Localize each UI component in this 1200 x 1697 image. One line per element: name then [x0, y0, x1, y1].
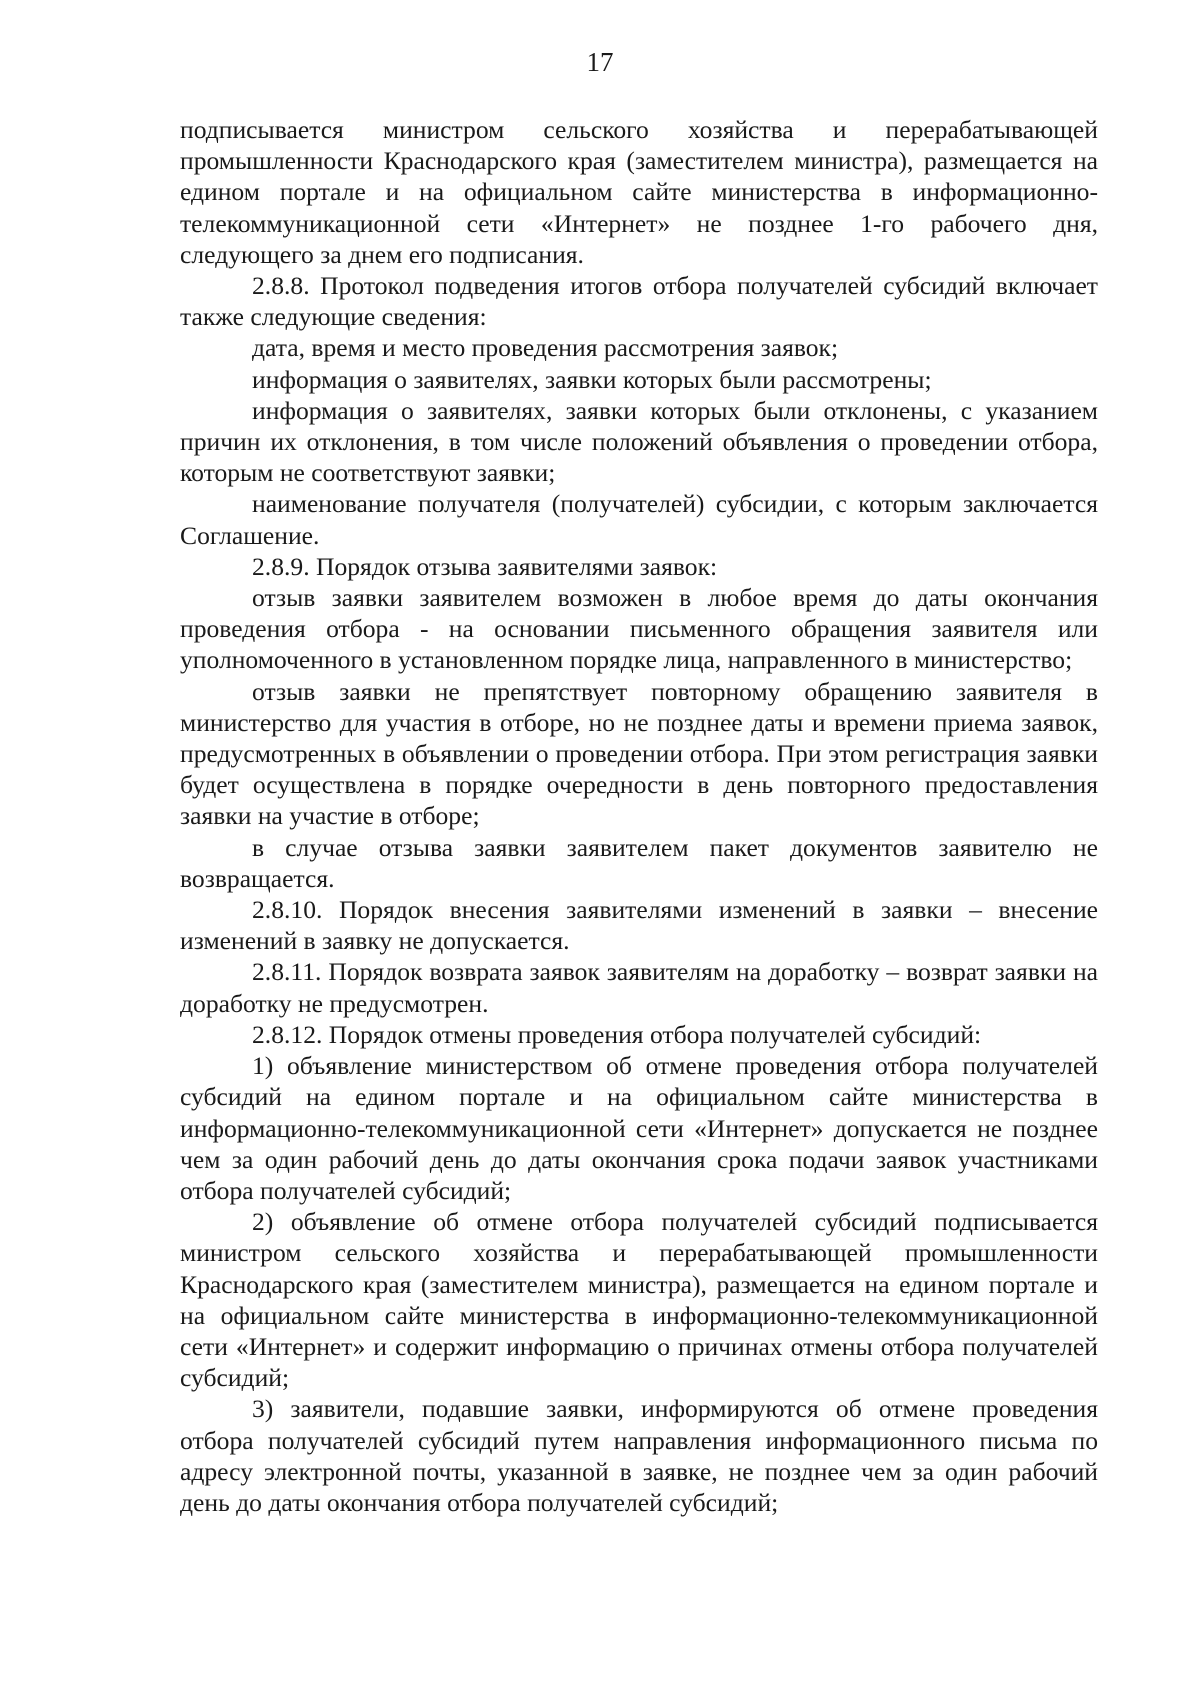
list-item-date-time-place: дата, время и место проведения рассмотрения заявок; — [252, 333, 839, 363]
document-body — [180, 114, 1098, 1518]
list-item-recipient-name: наименование получателя (получателей) субсидии, с которым заключается Соглашение. — [180, 489, 1098, 550]
list-item-cancel-1: 1) объявление министерством об отмене проведения отбора получателей субсидий на едином портале и на официальном сайте министерства в информационно-телекоммуникационной сети «Интернет» допускается не позднее чем за один рабочий день до даты окончания срока подачи заявок участниками отбора получателей субсидий; — [180, 1051, 1098, 1205]
paragraph-2-8-8: 2.8.8. Протокол подведения итогов отбора получателей субсидий включает также следующие сведения: — [180, 271, 1098, 332]
list-item-reviewed-applicants: информация о заявителях, заявки которых были рассмотрены; — [252, 364, 932, 394]
paragraph-2-8-12: 2.8.12. Порядок отмены проведения отбора получателей субсидий: — [252, 1019, 982, 1049]
paragraph-2-8-11: 2.8.11. Порядок возврата заявок заявителям на доработку – возврат заявки на доработку не предусмотрен. — [180, 957, 1098, 1018]
list-item-withdrawal-documents: в случае отзыва заявки заявителем пакет документов заявителю не возвращается. — [180, 832, 1098, 893]
list-item-cancel-2: 2) объявление об отмене отбора получателей субсидий подписывается министром сельского хозяйства и перерабатывающей промышленности Краснодарского края (заместителем министра), размещается на едином портале и на официальном сайте министерства в информационно-телекоммуникационной сети «Интернет» и содержит информацию о причинах отмены отбора получателей субсидий; — [180, 1207, 1098, 1393]
page-number: 17 — [586, 47, 614, 77]
paragraph-2-8-9: 2.8.9. Порядок отзыва заявителями заявок: — [252, 551, 718, 581]
list-item-withdrawal-anytime: отзыв заявки заявителем возможен в любое время до даты окончания проведения отбора - на основании письменного обращения заявителя или уполномоченного в установленном порядке лица, направленного в министерство; — [180, 583, 1098, 675]
list-item-withdrawal-repeat: отзыв заявки не препятствует повторному обращению заявителя в министерство для участия в отборе, но не позднее даты и времени приема заявок, предусмотренных в объявлении о проведении отбора. При этом регистрация заявки будет осуществлена в порядке очередности в день повторного предоставления заявки на участие в отборе; — [180, 676, 1098, 831]
paragraph-continuation: подписывается министром сельского хозяйства и перерабатывающей промышленности Краснодарского края (заместителем министра), размещается на едином портале и на официальном сайте министерства в информационно-телекоммуникационной сети «Интернет» не позднее 1-го рабочего дня, следующего за днем его подписания. — [180, 115, 1098, 269]
paragraph-2-8-10: 2.8.10. Порядок внесения заявителями изменений в заявки – внесение изменений в заявку не допускается. — [180, 895, 1098, 956]
list-item-cancel-3: 3) заявители, подавшие заявки, информируются об отмене проведения отбора получателей субсидий путем направления информационного письма по адресу электронной почты, указанной в заявке, не позднее чем за один рабочий день до даты окончания отбора получателей субсидий; — [180, 1394, 1098, 1517]
list-item-rejected-applicants: информация о заявителях, заявки которых были отклонены, с указанием причин их отклонения, в том числе положений объявления о проведении отбора, которым не соответствуют заявки; — [180, 395, 1098, 488]
